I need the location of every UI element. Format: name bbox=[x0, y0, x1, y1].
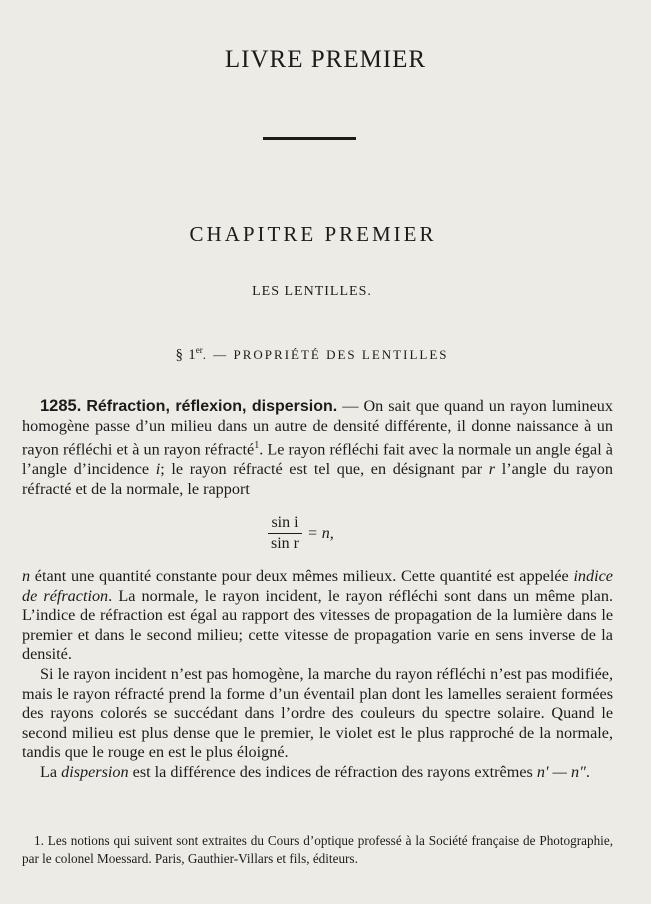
dispersion-text-a: La bbox=[40, 762, 62, 781]
paragraph-after-formula-text-b: . La normale, le rayon incident, le rayon réfléchi sont dans un même plan. L’indice de réfraction est égal au rapport des vitesses de propagation de la lumière dans le premier et dans le second milieu; cette vitesse de propagation varie en sens inverse de la densité. bbox=[22, 586, 613, 664]
variable-r: r bbox=[488, 460, 496, 479]
section-symbol: § bbox=[175, 347, 183, 363]
paragraph-dispersion-cause: Si le rayon incident n’est pas homogène, la marche du rayon réfléchi n’est pas modifiée, mais le rayon réfracté prend la forme d’un éventail plan dont les lamelles seraient formées des rayons colorés se succédant dans l’ordre des couleurs du spectre solaire. Quand le second milieu est plus dense que le premier, le violet est le plus rapproché de la normale, tandis que le rouge en est le plus éloigné. bbox=[22, 664, 613, 762]
formula-rhs: = n, bbox=[307, 524, 334, 542]
paragraph-after-formula bbox=[22, 567, 613, 665]
section-number bbox=[188, 347, 203, 363]
section-separator: . — bbox=[202, 347, 229, 362]
paragraph-1285-text-d: l’angle du rayon réfracté et de la normale, le rapport bbox=[22, 460, 613, 498]
section-number-sup: er bbox=[195, 345, 203, 355]
title-divider-rule bbox=[263, 137, 356, 140]
paragraph-dispersion-definition bbox=[22, 763, 613, 783]
paragraph-1285-text-b: . Le rayon réfléchi fait avec la normale un angle égal à l’angle d’incidence bbox=[22, 440, 613, 479]
formula-denominator: sin r bbox=[271, 535, 299, 552]
paragraph-number: 1285. bbox=[40, 397, 82, 415]
dispersion-text-b: est la différence des indices de réfraction des rayons extrêmes bbox=[128, 762, 537, 781]
term-indice-de-refraction: indice de réfraction bbox=[22, 567, 613, 605]
paragraph-1285-text-a: — On sait que quand un rayon lumineux homogène passe d’un milieu dans un autre de densité différente, il donne naissance à un rayon réfléchi et à un rayon réfracté bbox=[22, 397, 613, 459]
footnote-text: 1. Les notions qui suivent sont extraites du Cours d’optique professé à la Société française de Photographie, par le colonel Moessard. Paris, Gauthier-Villars et fils, éditeurs. bbox=[22, 833, 613, 866]
chapter-title: CHAPITRE PREMIER bbox=[189, 222, 437, 246]
term-dispersion: dispersion bbox=[61, 762, 129, 781]
refraction-formula bbox=[268, 514, 334, 553]
paragraph-heading: Réfraction, réflexion, dispersion. bbox=[86, 398, 338, 415]
section-heading bbox=[0, 345, 624, 364]
footnote-reference: 1 bbox=[254, 440, 260, 452]
variable-n: n bbox=[22, 567, 31, 585]
paragraph-1285-text bbox=[22, 397, 613, 499]
dispersion-expression: n′ — n″ bbox=[536, 762, 586, 781]
book-title: LIVRE PREMIER bbox=[224, 46, 427, 73]
paragraph-after-formula-text-a: étant une quantité constante pour deux mêmes milieux. Cette quantité est appelée bbox=[30, 567, 574, 585]
footnote bbox=[22, 832, 613, 867]
paragraph-1285-text-c: ; le rayon réfracté est tel que, en désignant par bbox=[160, 460, 489, 479]
dispersion-text-c: . bbox=[585, 762, 590, 781]
chapter-subtitle: LES LENTILLES. bbox=[252, 284, 372, 299]
section-number-digit: 1 bbox=[188, 347, 196, 363]
variable-i: i bbox=[155, 460, 161, 479]
paragraph-1285 bbox=[22, 397, 613, 499]
section-title: PROPRIÉTÉ DES LENTILLES bbox=[233, 347, 449, 362]
main-text-continued bbox=[22, 567, 613, 783]
formula-fraction bbox=[268, 514, 302, 553]
formula-numerator: sin i bbox=[268, 514, 301, 534]
